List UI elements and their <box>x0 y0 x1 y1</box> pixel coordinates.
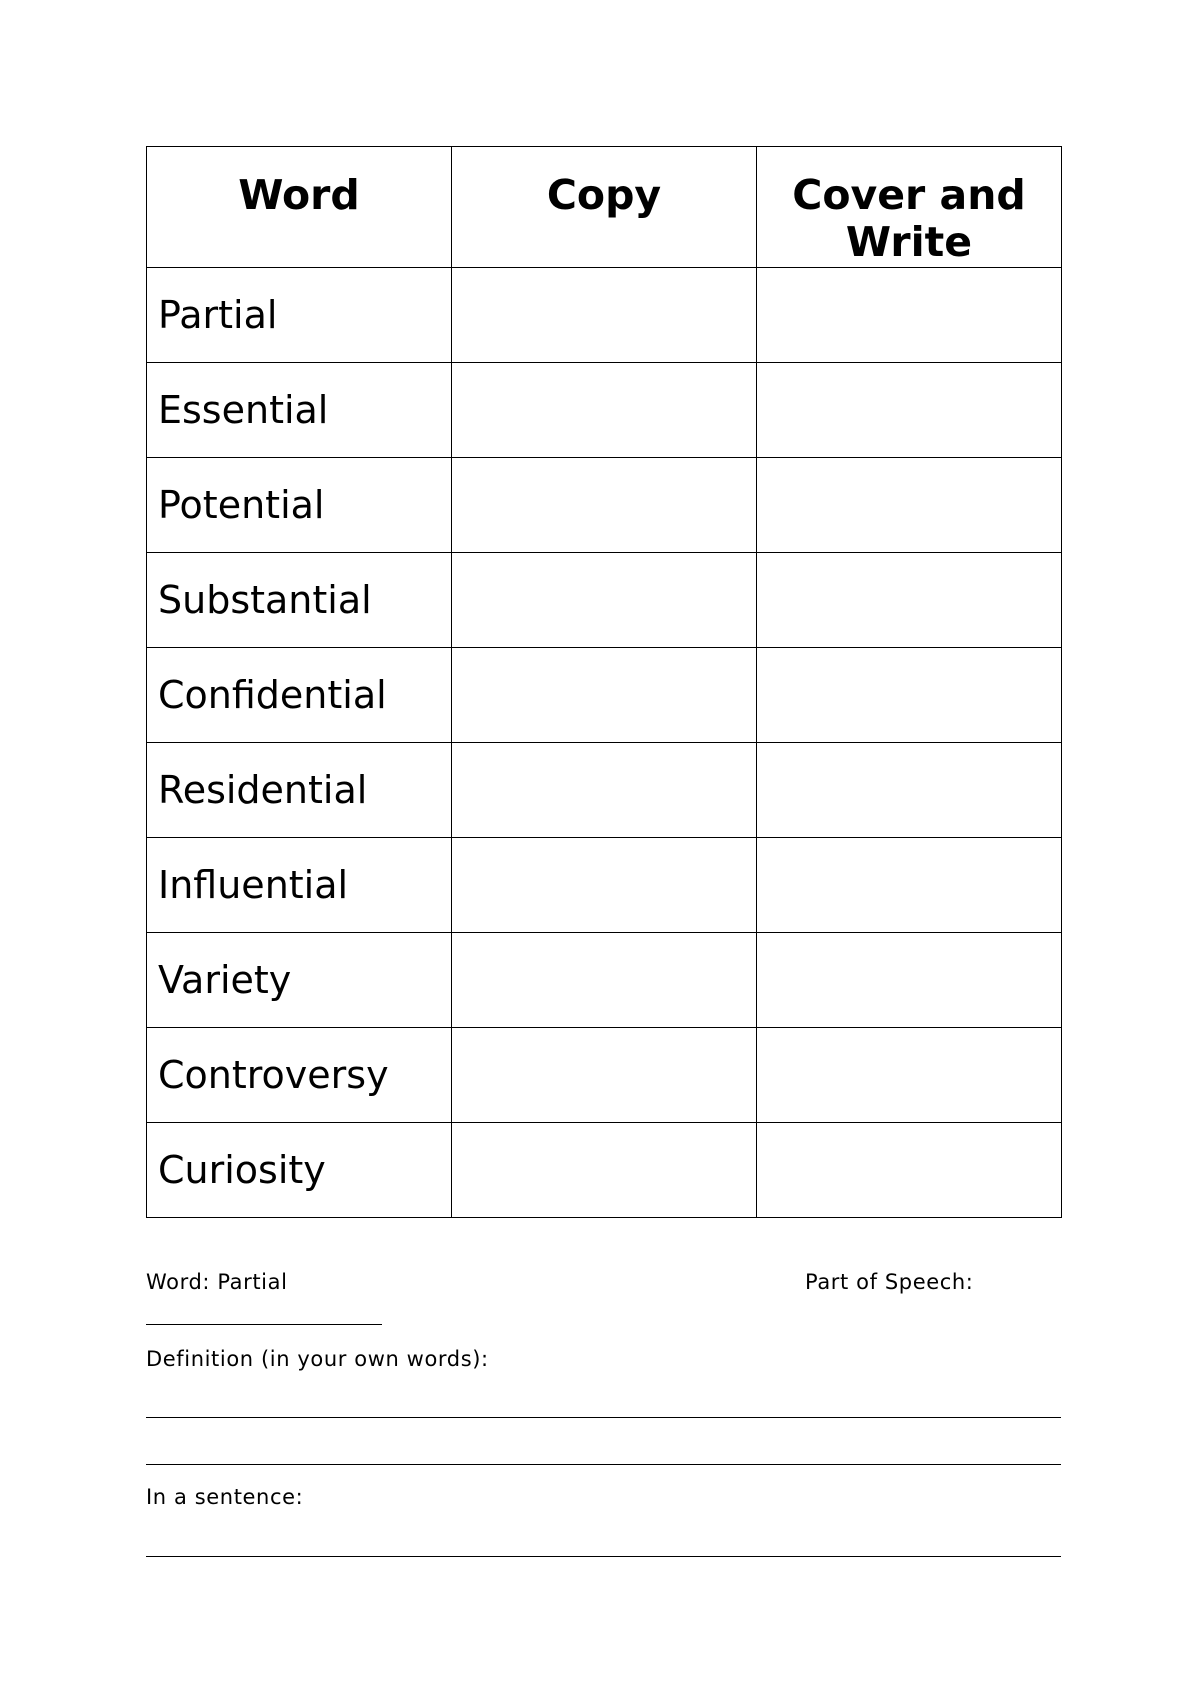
copy-cell[interactable] <box>452 933 757 1028</box>
header-cover-and-write: Cover and Write <box>757 147 1062 268</box>
word-cell: Influential <box>147 838 452 933</box>
word-cell: Partial <box>147 268 452 363</box>
table-row <box>147 458 1062 553</box>
definition-answer-line-2[interactable] <box>146 1464 1061 1465</box>
cover-write-cell[interactable] <box>757 458 1062 553</box>
copy-cell[interactable] <box>452 1028 757 1123</box>
table-row <box>147 838 1062 933</box>
cover-write-cell[interactable] <box>757 268 1062 363</box>
copy-cell[interactable] <box>452 458 757 553</box>
copy-cell[interactable] <box>452 268 757 363</box>
copy-cell[interactable] <box>452 363 757 458</box>
table-row <box>147 743 1062 838</box>
word-cell: Essential <box>147 363 452 458</box>
header-row <box>147 147 1062 268</box>
table-row <box>147 648 1062 743</box>
cover-write-cell[interactable] <box>757 838 1062 933</box>
definition-label: Definition (in your own words): <box>146 1347 489 1371</box>
table-row <box>147 363 1062 458</box>
sentence-label: In a sentence: <box>146 1485 304 1509</box>
copy-cell[interactable] <box>452 838 757 933</box>
copy-cell[interactable] <box>452 743 757 838</box>
header-word: Word <box>147 147 452 268</box>
word-cell: Confidential <box>147 648 452 743</box>
spelling-table <box>146 146 1062 1218</box>
word-cell: Potential <box>147 458 452 553</box>
table-row <box>147 933 1062 1028</box>
table-row <box>147 553 1062 648</box>
cover-write-cell[interactable] <box>757 1028 1062 1123</box>
part-of-speech-label: Part of Speech: <box>805 1270 974 1294</box>
cover-write-cell[interactable] <box>757 933 1062 1028</box>
copy-cell[interactable] <box>452 553 757 648</box>
sentence-answer-line[interactable] <box>146 1556 1061 1557</box>
copy-cell[interactable] <box>452 648 757 743</box>
part-of-speech-answer-line[interactable] <box>146 1324 382 1325</box>
cover-write-cell[interactable] <box>757 743 1062 838</box>
definition-answer-line-1[interactable] <box>146 1417 1061 1418</box>
word-cell: Controversy <box>147 1028 452 1123</box>
word-cell: Residential <box>147 743 452 838</box>
cover-write-cell[interactable] <box>757 363 1062 458</box>
copy-cell[interactable] <box>452 1123 757 1218</box>
cover-write-cell[interactable] <box>757 1123 1062 1218</box>
word-label: Word: Partial <box>146 1270 288 1294</box>
cover-write-cell[interactable] <box>757 648 1062 743</box>
cover-write-cell[interactable] <box>757 553 1062 648</box>
word-cell: Curiosity <box>147 1123 452 1218</box>
header-copy: Copy <box>452 147 757 268</box>
table-row <box>147 268 1062 363</box>
table-row <box>147 1028 1062 1123</box>
word-cell: Variety <box>147 933 452 1028</box>
table-row <box>147 1123 1062 1218</box>
word-cell: Substantial <box>147 553 452 648</box>
